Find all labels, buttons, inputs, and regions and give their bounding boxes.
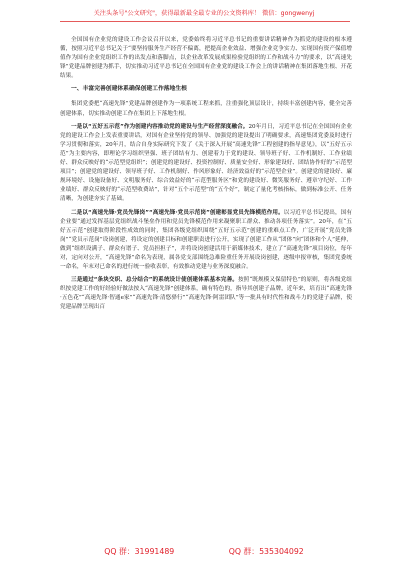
header-divider bbox=[60, 21, 350, 22]
section-paragraph: 集团党委把“高速先锋”党建品牌创建作为一项系统工程来抓，注重强化顶层设计，持续丰富创建内容，健全完善创建体系，切实推动创建工作在集团上下落地生根。 bbox=[60, 101, 352, 117]
header-banner: 关注头条号"公文研究"，获得最新最全最专业的公文资料库！ 微信：gongwenyj bbox=[93, 10, 315, 17]
item-paragraph-3 bbox=[60, 276, 352, 312]
item-lead-2: 二是以“高速先锋·党员先锋岗”“高速先锋·党员示范岗”创建彰显党员先锋模范作用。 bbox=[71, 209, 284, 216]
section-heading: 一、丰富完善创建体系确保创建工作落地生根 bbox=[71, 86, 187, 93]
item-paragraph-1 bbox=[60, 123, 352, 205]
footer-contacts bbox=[0, 546, 408, 557]
item-text-2: 以习近平总书记提出，国有企业要“通过发挥基层党组织战斗堡垒作用和党员先锋模范作用来凝聚职工群众、推动各项任务落实”。20年，在“五好五示范”创建取得阶段性成效的同时，集团各级党组织围绕“五好五示范”创建的重难点工作，广泛开展“党员先锋岗”“党员示范岗”设岗创建，将设定的创建目标和创建职责进行公开，实现了创建工作从“团体”向“团体和个人”延伸，做到“组织设满子、群众有谱子、党员担担子”，并将设岗创建活用于新媒体技术，建立了“高速先锋”项目岗位，每年对，定向对公开，“高速先锋”命名为表现，属各党支部围绕急难险重任务开展设岗创建，逐级申报审核，集团党委统一命名，年末对已命名的进行统一验收表彰，有效推动党建与业务深度融合。 bbox=[60, 209, 352, 271]
intro-paragraph: 全国国有企业党的建设工作会议召开以来，党委始终将习近平总书记的重要讲话精神作为抓党的建设的根本遵循，按照习近平总书记关于“要坚持服务生产经营不偏离，把提高企业效益、增强企业竞争实力、实现国有资产保值增值作为国有企业党组织工作的出发点和落脚点，以企业改革发展成果检验党组织的工作和战斗力”的要求，以“高速先锋”党建品牌创建为抓手，切实推动习近平总书记在全国国有企业党的建设工作会上的讲话精神在集团落地生根、开花结果。 bbox=[60, 37, 352, 80]
item-lead-1: 一是以“五好五示范”作为创建内容推动党的建设与生产经营深度融合。 bbox=[71, 123, 249, 130]
item-text-1: 20年月日，习近平总书记在全国国有企业党的建设工作会上发表重要讲话，对国有企业坚持党的领导、加强党的建设提出了明确要求，高速集团党委及时进行学习贯彻和落实，20年月，结合自身实际研究下发了《关于深入开展“高速先锋”工程创建的指导意见》，以“五好五示范”为主要内容，即理论学习组织坚强、班子团结有力、创建着力于党的建设、领导班子好、工作机制好、工作业绩好、群众反映好的“示范型党组织”；创建党的建设好、投资控制好、质量安全好、形象建设好、团结协作好的“示范型项目”；创建党的建设好、领导班子好、工作机制好、作风形象好、经济效益好的“示范型企业”。创建党的建设好、廉规环境好、设施设备好、文明服务好、综合效益好的“示范型服务区”和党的建设好、微笑服务好、遵章守纪好、工作业绩好、群众反映好的“示范型收费站”，针对“五个示范型”的“五个好”，制定了量化考核指标，做到标准公开、任务清晰，为创建夯实了基础。 bbox=[60, 123, 352, 203]
qq-group-2: QQ 群：535304092 bbox=[228, 547, 304, 556]
qq-group-1: QQ 群：31991489 bbox=[104, 547, 175, 556]
item-text-3: 按照“既规模又保留特色”的原则，将各级党组织按党建工作的好经验好做法按入“高速先锋”创建体系，确有特色的，指导其创建子品牌，近年来，培育出“高速先锋·五色花”“高速先锋·智通e家”“高速先锋·清悠驿行”“高速先锋·阿雷团队”等一批具有时代性和战斗力的党建子品牌，使党建品牌呈现出百 bbox=[60, 277, 352, 311]
item-paragraph-2 bbox=[60, 209, 352, 273]
item-lead-3: 三是通过“条块交织、总分结合”的系统设计使创建体系基本完善。 bbox=[71, 277, 238, 284]
document-body bbox=[60, 36, 352, 317]
